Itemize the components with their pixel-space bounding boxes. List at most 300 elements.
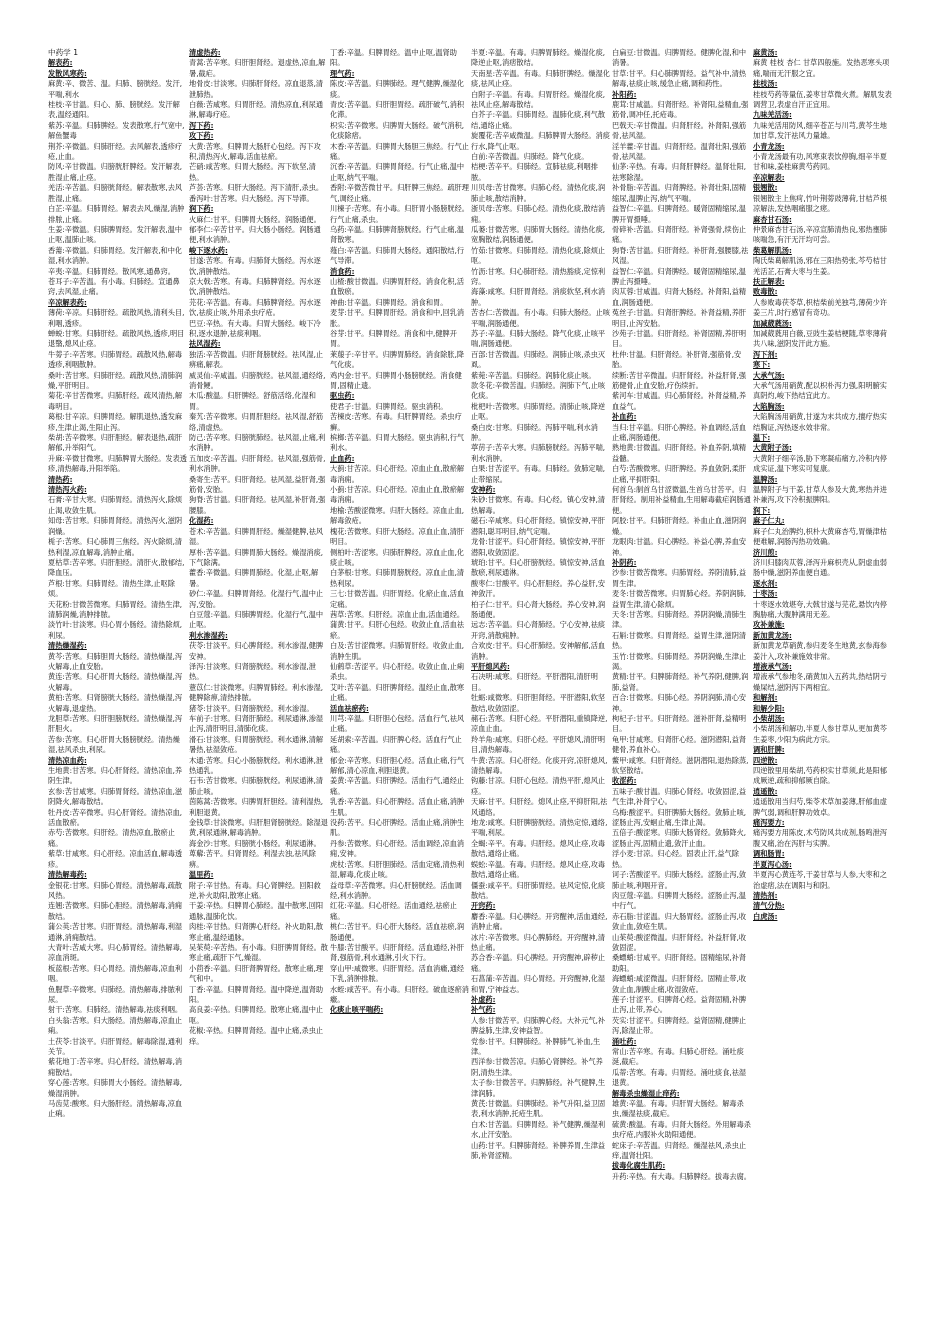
text-line: 天冬:甘苦寒。归肺肾经。养阴润燥,清肺生津。: [612, 609, 747, 630]
text-line: 莲子:甘涩平。归脾肾心经。益肾固精,补脾止泻,止带,养心。: [612, 994, 747, 1015]
text-line: 香附:辛微苦微甘平。归肝脾三焦经。疏肝理气,调经止痛。: [330, 183, 469, 203]
text-line: 逐水剂:: [753, 578, 778, 588]
text-line: 木香:辛苦温。归脾胃大肠胆三焦经。行气止痛。: [330, 141, 469, 162]
text-line: 芦荟:苦寒。归肝大肠经。泻下清肝,杀虫。: [189, 183, 324, 193]
text-line: 续断:苦甘辛微温。归肝肾经。补益肝肾,强筋健骨,止血安胎,疗伤续折。: [612, 370, 747, 390]
text-line: 香薷:辛微温。归肺胃经。发汗解表,和中化湿,利水消肿。: [48, 245, 183, 266]
text-line: 小青龙汤最有功,风寒束表饮停胸,细辛半夏甘和味,姜桂麻黄芍药同。: [753, 152, 887, 172]
text-line: 瓜蒌:甘微苦寒。归肺胃大肠经。清热化痰,宽胸散结,润肠通便。: [471, 224, 606, 245]
text-line: 沙参:甘微苦微寒。归肺胃经。养阴清肺,益胃生津。: [612, 568, 747, 588]
text-line: 合欢皮:甘平。归心肝肺经。安神解郁,活血消肿。: [471, 641, 606, 661]
text-line: 化痰止咳平喘药:: [330, 1005, 384, 1015]
text-line: 苏子:辛温。归肺大肠经。降气化痰,止咳平喘,润肠通便。: [471, 328, 606, 349]
text-line: 加减葳蕤用白薇,豆豉生姜桔梗随,草枣薄荷共八味,滋阴发汗此方施。: [753, 328, 887, 349]
text-line: 石膏:辛甘大寒。归肺胃经。清热泻火,除烦止渴,收敛生肌。: [48, 495, 183, 515]
text-line: 姜黄:辛苦温。归肝脾经。活血行气,通经止痛。: [330, 776, 465, 796]
text-line: 红花:辛温。归心肝经。活血通经,祛瘀止痛。: [330, 901, 457, 921]
text-line: 五味子:酸甘温。归肺心肾经。收敛固涩,益气生津,补肾宁心。: [612, 786, 747, 807]
text-line: 浙贝母:苦寒。归肺心经。清热化痰,散结消痈。: [471, 204, 606, 224]
text-line: 苦杏仁:苦微温。有小毒。归肺大肠经。止咳平喘,润肠通便。: [471, 308, 610, 328]
text-line: 桑叶:苦甘寒。归肺肝经。疏散风热,清肺润燥,平肝明目。: [48, 370, 183, 390]
text-line: 芡实:甘涩平。归脾肾经。益肾固精,健脾止泻,除湿止带。: [612, 1015, 747, 1036]
text-line: 石斛:甘微寒。归胃肾经。益胃生津,滋阴清热。: [612, 630, 747, 651]
text-line: 夏枯草:苦辛寒。归肝胆经。清肝火,散郁结,降血压。: [48, 557, 185, 578]
text-line: 杜仲:甘温。归肝肾经。补肝肾,强筋骨,安胎。: [612, 349, 742, 370]
text-line: 三七:甘微苦温。归肝胃经。化瘀止血,活血定痛。: [330, 589, 465, 609]
text-line: 桔梗:苦辛平。归肺经。宣肺祛痰,利咽排脓。: [471, 162, 598, 182]
text-line: 生姜:辛微温。归肺脾胃经。发汗解表,温中止呕,温肺止咳。: [48, 224, 183, 245]
text-line: 酸枣仁:甘酸平。归心肝胆经。养心益肝,安神敛汗。: [471, 578, 606, 599]
text-line: 常山:苦辛寒。有毒。归肺心肝经。涌吐痰涎,截疟。: [612, 1047, 744, 1067]
text-line: 茜草:苦寒。归肝经。凉血止血,活血通经。: [330, 609, 465, 619]
text-line: 清虚热药:: [189, 48, 221, 57]
text-line: 新加黄龙汤:: [753, 630, 792, 640]
text-line: 温里药:: [189, 870, 214, 880]
text-line: 荆芥:辛微温。归肺肝经。去风解表,透疹疗疮,止血。: [48, 141, 183, 162]
text-line: 济川煎:: [753, 547, 778, 557]
text-line: 痛泻要方:: [753, 818, 785, 828]
text-line: 清热泻火药:: [48, 485, 87, 495]
text-line: 蝉蜕:甘寒。归肺肝经。疏散风热,透疹,明目退翳,熄风止痉。: [48, 328, 185, 349]
text-line: 青蒿:苦辛寒。归肝胆肾经。退虚热,凉血,解暑,截疟。: [189, 58, 326, 78]
text-line: 防风:辛甘微温。归膀胱肝脾经。发汗解表,胜湿止痛,止痉。: [48, 162, 183, 182]
text-line: 益智仁:辛温。归肾脾经。暖肾固精缩尿,温脾止泻摄唾。: [612, 266, 747, 286]
text-line: 开窍药:: [471, 901, 496, 911]
text-line: 海藻:咸寒。归肝胃肾经。消痰软坚,利水消肿。: [471, 287, 606, 307]
text-line: 龙骨:甘涩平。归心肝肾经。镇惊安神,平肝潜阳,收敛固涩。: [471, 537, 606, 557]
text-line: 紫苏:辛温。归肺脾经。发表散寒,行气宽中,解鱼蟹毒: [48, 120, 185, 141]
text-line: 牡蛎:咸微寒。归肝胆肾经。平肝潜阳,软坚散结,收敛固涩。: [471, 693, 606, 713]
text-line: 牛膝:苦甘酸平。归肝肾经。活血通经,补肝肾,强筋骨,利水通淋,引火下行。: [330, 942, 465, 963]
text-line: 肉豆蔻:辛温。归脾胃大肠经。涩肠止泻,温中行气。: [612, 890, 747, 911]
text-line: 硫黄:酸温。有毒。归肾大肠经。外用解毒杀虫疗疮,内服补火助阳通便。: [612, 1119, 751, 1140]
text-line: 瓜蒂:苦寒。有毒。归胃经。涌吐痰食,祛湿退黄。: [612, 1067, 747, 1088]
text-line: 阿胶:甘平。归肺肝肾经。补血止血,滋阴润燥。: [612, 516, 747, 536]
text-line: 旋覆花:苦辛咸微温。归肺脾胃大肠经。消痰行水,降气止呕。: [471, 131, 610, 151]
text-line: 苍术:辛苦温。归脾胃肝经。燥湿健脾,祛风湿。: [189, 526, 324, 547]
text-line: 白扁豆:甘微温。归脾胃经。健脾化湿,和中消暑。: [612, 48, 747, 68]
text-line: 秦艽:苦辛微寒。归胃肝胆经。祛风湿,舒筋络,清虚热。: [189, 412, 324, 432]
text-line: 谷芽:甘平。归脾胃经。消食和中,健脾开胃。: [330, 328, 457, 349]
text-line: 石韦:苦甘微寒。归肺膀胱经。利尿通淋,清肺止咳。: [189, 776, 324, 796]
text-line: 穿心莲:苦寒。归肺胃大小肠经。清热解毒,燥湿消肿。: [48, 1078, 183, 1098]
text-line: 车前子:甘寒。归肾肝肺经。利尿通淋,渗湿止泻,清肝明目,清肺化痰。: [189, 714, 324, 734]
text-line: 独活:辛苦微温。归肝肾膀胱经。祛风湿,止痹痛,解表。: [189, 349, 324, 370]
text-line: 麻黄汤:: [753, 48, 778, 57]
text-line: 柴葛解肌汤:: [753, 245, 792, 255]
text-line: 清热凉血药:: [48, 755, 87, 765]
text-line: 九味羌活汤:: [753, 110, 792, 120]
text-line: 安神药:: [471, 485, 496, 495]
text-line: 百合:甘微寒。归肺心经。养阴润肺,清心安神。: [612, 693, 747, 713]
text-line: 熟地黄:甘微温。归肝肾经。补血养阴,填精益髓。: [612, 443, 747, 463]
text-line: 苦楝皮:苦寒。有毒。归肝脾胃经。杀虫疗癣。: [330, 412, 462, 432]
text-line: 消食药:: [330, 266, 355, 276]
text-line: 攻下药:: [189, 131, 214, 141]
text-column-6: [753, 48, 894, 1333]
text-line: 调和肝脾:: [753, 745, 785, 755]
text-line: 白茅根:甘寒。归肺胃膀胱经。凉血止血,清热利尿。: [330, 568, 465, 588]
text-line: 巴戟天:辛甘微温。归肾肝经。补肾阳,强筋骨,祛风湿。: [612, 120, 747, 141]
text-line: 蜈蚣:辛温。有毒。归肝经。熄风止痉,攻毒散结,通络止痛。: [471, 859, 606, 880]
text-line: 金银花:甘寒。归肺心胃经。清热解毒,疏散风热。: [48, 880, 183, 900]
text-line: 麝香:辛温。归心脾经。开窍醒神,活血通经,消肿止痛。: [471, 911, 608, 932]
text-line: 虎杖:苦寒。归肝胆肺经。活血定痛,清热利湿,解毒,化痰止咳。: [330, 859, 465, 880]
text-column-1: [48, 48, 189, 1333]
text-line: 苏合香:辛温。归心脾经。开窍醒神,辟秽止痛。: [471, 953, 606, 973]
text-line: 使君子:甘温。归脾胃经。驱虫消积。: [330, 401, 448, 411]
text-line: 白芷:辛温。归肺胃经。解表去风,燥湿,消肿排脓,止痛。: [48, 204, 185, 224]
text-line: 补阴药:: [612, 557, 637, 567]
text-line: 温脾汤:: [753, 474, 778, 484]
text-line: 紫菀:辛苦温。归肺经。润肺化痰止咳。: [471, 370, 596, 380]
text-line: 辛夷:辛温。归肺胃经。散风寒,通鼻窍。: [48, 266, 175, 276]
text-line: 郁金:辛苦寒。归肝胆心经。活血止痛,行气解郁,清心凉血,利胆退黄。: [330, 755, 465, 776]
text-line: 厚朴:苦辛温。归脾胃肺大肠经。燥湿消痰,下气除满。: [189, 547, 324, 567]
text-line: 辛凉解表药:: [48, 297, 87, 307]
text-line: 逍遥散:: [753, 786, 778, 796]
text-line: 升麻:辛微甘微寒。归肺脾胃大肠经。发表透疹,清热解毒,升阳举陷。: [48, 453, 187, 474]
text-line: 大承气汤用硝黄,配以枳朴泻力强,阳明腑实真阴灼,峻下热结宜此方。: [753, 381, 887, 401]
text-line: 补血药:: [612, 412, 637, 422]
text-line: 和解剂:: [753, 693, 778, 703]
text-line: 牡丹皮:苦辛微寒。归心肝肾经。清热凉血,活血散瘀。: [48, 807, 183, 828]
text-line: 化湿药:: [189, 516, 214, 526]
text-line: 海金沙:甘寒。归膀胱小肠经。利尿通淋。: [189, 838, 321, 848]
text-line: 当归:甘辛温。归肝心脾经。补血调经,活血止痛,润肠通便。: [612, 422, 747, 443]
text-line: 理气药:: [330, 68, 355, 78]
text-line: 青皮:苦辛温。归肝胆胃经。疏肝破气,消积化滞。: [330, 100, 465, 120]
text-line: 芫花:辛苦温。有毒。归肺脾肾经。泻水逐饮,祛痰止咳,外用杀虫疗疮。: [189, 297, 321, 318]
text-line: 干姜:辛热。归脾胃心肺经。温中散寒,回阳通脉,温肺化饮。: [189, 901, 324, 921]
text-line: 连翘:苦微寒。归肺心胆经。清热解毒,消痈散结。: [48, 901, 183, 921]
text-line: 芒硝:咸苦寒。归胃大肠经。泻下软坚,清热。: [189, 162, 316, 182]
text-line: 半夏泻心汤:: [753, 859, 792, 869]
text-line: 金钱草:甘淡微寒。归肝胆肾膀胱经。除湿退黄,利尿通淋,解毒消肿。: [189, 818, 328, 838]
text-line: 山茱萸:酸涩微温。归肝肾经。补益肝肾,收敛固涩。: [612, 932, 747, 952]
text-line: 大黄附子细辛汤,胁下寒凝疝痛方,冷积内停成实证,温下寒实可复康。: [753, 453, 887, 474]
text-line: 葛根:甘辛凉。归脾胃经。解肌退热,透发麻疹,生津止渴,生阳止泻。: [48, 412, 183, 432]
text-line: 增液承气汤:: [753, 661, 792, 671]
text-line: 赤石脂:甘涩温。归大肠胃经。涩肠止泻,收敛止血,敛疮生肌。: [612, 911, 747, 932]
text-line: 补阳药:: [612, 89, 637, 99]
text-line: 白薇:苦咸寒。归胃肝经。清热凉血,利尿通淋,解毒疗疮。: [189, 100, 324, 120]
text-line: 济川归膝肉苁蓉,泽泻升麻枳壳从,阴虚血弱肠中燥,滋阴养血便自通。: [753, 557, 887, 578]
text-line: 淫羊藿:辛甘温。归肾肝经。温肾壮阳,强筋骨,祛风湿。: [612, 141, 747, 162]
text-line: 辛凉解表:: [753, 172, 785, 182]
text-line: 补虚药:: [471, 994, 496, 1004]
text-line: 番泻叶:甘苦寒。归大肠经。泻下导滞。: [189, 193, 314, 203]
text-line: 何首乌:制首乌甘涩微温,生首乌甘苦平。归肝肾经。制用补益精血,生用解毒截疟润肠通便。: [612, 485, 751, 515]
text-line: 麦冬:甘微苦微寒。归胃肺心经。养阴润肺,益胃生津,清心除烦。: [612, 589, 747, 609]
text-line: 雄黄:辛温。有毒。归肝胃大肠经。解毒杀虫,燥湿祛痰,截疟。: [612, 1099, 744, 1119]
text-line: 猪苓:甘淡平。归肾膀胱经。利水渗湿。: [189, 703, 314, 713]
text-line: 利水渗湿药:: [189, 630, 228, 640]
text-line: 僵蚕:咸辛平。归肝肺胃经。祛风定惊,化痰散结。: [471, 880, 606, 900]
text-line: 枸杞子:甘平。归肝肾经。滋补肝肾,益精明目。: [612, 714, 747, 734]
text-line: 高良姜:辛热。归脾胃经。散寒止痛,温中止呕。: [189, 1005, 324, 1025]
text-line: 枇杷叶:苦微寒。归肺胃经。清肺止咳,降逆止呕。: [471, 401, 606, 422]
text-line: 大陷胸汤:: [753, 401, 785, 411]
text-line: 羚羊角:咸寒。归肝心经。平肝熄风,清肝明目,清热解毒。: [471, 734, 606, 755]
text-line: 驱虫药:: [330, 391, 355, 401]
text-line: 白芥子:辛温。归肺胃经。温肺化痰,利气散结,通络止痛。: [471, 110, 606, 130]
text-line: 龟甲:甘咸寒。归肾肝心经。滋阴潜阳,益肾健骨,养血补心。: [612, 734, 747, 755]
text-line: 仙鹤草:苦涩平。归心肝经。收敛止血,止痢杀虫。: [330, 661, 465, 682]
text-line: 紫花地丁:苦辛寒。归心肝经。清热解毒,消痈散结。: [48, 1057, 183, 1077]
text-line: 清热剂:: [753, 890, 778, 900]
text-line: 四逆散:: [753, 755, 778, 765]
text-line: 牛蒡子:辛苦寒。归肺胃经。疏散风热,解毒透疹,利咽散肿。: [48, 349, 183, 370]
text-line: 浮小麦:甘凉。归心经。固表止汗,益气除热。: [612, 849, 739, 869]
text-line: 党参:甘平。归脾肺经。补脾肺气,补血,生津。: [471, 1036, 601, 1056]
text-line: 鳖甲:咸寒。归肝肾经。滋阴潜阳,退热除蒸,软坚散结。: [612, 755, 749, 776]
text-line: 板蓝根:苦寒。归心胃经。清热解毒,凉血利咽。: [48, 963, 183, 984]
text-line: 槐花:苦微寒。归肝大肠经。凉血止血,清肝明目。: [330, 526, 465, 547]
text-line: 萆薢:苦平。归肾胃经。利湿去浊,祛风除痹。: [189, 849, 316, 869]
text-line: 桂枝汤:: [753, 79, 778, 89]
text-line: 甘遂:苦寒。有毒。归肺肾大肠经。泻水逐饮,消肿散结。: [189, 256, 321, 276]
text-line: 温下:: [753, 433, 771, 443]
text-line: 花椒:辛热。归脾胃肾经。温中止痛,杀虫止痒。: [189, 1026, 324, 1046]
text-line: 小柴胡汤:: [753, 714, 785, 723]
text-line: 桂枝芍药等量伍,姜枣甘草微火煮。解肌发表调营卫,表虚自汗正宜用。: [753, 89, 892, 110]
text-line: 郁李仁:辛苦甘平。归大肠小肠经。润肠通便,利水消肿。: [189, 224, 321, 245]
text-line: 仲景麻杏甘石汤,辛凉宣肺清热良,邪热壅肺咳喘急,有汗无汗均可尝。: [753, 224, 887, 245]
text-line: 延胡索:辛苦温。归肝脾心经。活血行气止痛。: [330, 734, 462, 755]
text-line: 五倍子:酸涩寒。归肺大肠肾经。敛肺降火,涩肠止泻,固精止遗,敛汗止血。: [612, 828, 747, 848]
text-line: 麦芽:甘平。归脾胃肝经。消食和中,回乳消胀。: [330, 308, 465, 328]
text-line: 大蓟:甘苦凉。归心肝经。凉血止血,散瘀解毒消痈。: [330, 464, 465, 484]
text-line: 白附子:辛温。有毒。归胃肝经。燥湿化痰,祛风止痉,解毒散结。: [471, 89, 606, 110]
text-line: 中药学 1: [48, 48, 79, 57]
text-line: 川芎:辛温。归肝胆心包经。活血行气,祛风止痛。: [330, 714, 465, 734]
text-line: 陶氏柴葛解肌汤,邪在三阳热势张,芩芍桔甘羌活芷,石膏大枣与生姜。: [753, 256, 887, 276]
text-line: 陈皮:辛苦温。归脾肺经。理气健脾,燥湿化痰。: [330, 79, 465, 99]
text-line: 拔毒化腐生肌药:: [612, 1161, 666, 1171]
text-column-3: [330, 48, 471, 1333]
text-line: 补气药:: [471, 1005, 496, 1015]
text-line: 穿山甲:咸微寒。归肝胃经。活血消癥,通经下乳,消肿排脓。: [330, 963, 465, 984]
text-line: 莱菔子:辛甘平。归脾胃肺经。消食除胀,降气化痰。: [330, 349, 465, 370]
text-line: 栀子:苦寒。归心肺胃三焦经。泻火除烦,清热利湿,凉血解毒,消肿止痛。: [48, 537, 183, 557]
text-line: 知母:苦甘寒。归肺胃肾经。清热泻火,滋阴润燥。: [48, 516, 183, 536]
text-line: 天花粉:甘微苦微寒。归肺胃经。清热生津,清肺润燥,消肿排脓。: [48, 599, 183, 619]
text-column-5: [612, 48, 753, 1333]
text-line: 玄参:苦甘咸寒。归肺胃肾经。清热凉血,滋阴降火,解毒散结。: [48, 786, 183, 807]
text-line: 白头翁:苦寒。归大肠经。清热解毒,凉血止痢。: [48, 1015, 183, 1036]
text-line: 山楂:酸甘微温。归脾胃肝经。消食化积,活血散瘀。: [330, 276, 465, 297]
text-line: 神曲:甘辛温。归脾胃经。消食和胃。: [330, 297, 448, 307]
text-line: 九味羌活用防风,细辛苍芷与川芎,黄芩生地加甘草,发汗祛风力量雄。: [753, 120, 887, 141]
text-line: 生地黄:甘苦寒。归心肝肾经。清热凉血,养阴生津。: [48, 766, 183, 786]
text-line: 解毒杀虫燥湿止痒药:: [612, 1088, 680, 1098]
text-line: 鱼腥草:辛微寒。归肺经。清热解毒,排脓利尿。: [48, 984, 183, 1004]
text-line: 藿香:辛微温。归脾胃肺经。化湿,止呕,解暑。: [189, 568, 319, 588]
text-line: 紫草:甘咸寒。归心肝经。凉血活血,解毒透疹。: [48, 849, 183, 869]
text-line: 麻子仁丸:: [753, 516, 785, 526]
text-line: 白前:辛苦微温。归肺经。降气化痰。: [471, 152, 589, 162]
text-line: 逍遥散用当归芍,柴苓术草加姜薄,肝郁血虚脾气弱,调和肝脾功效卓。: [753, 797, 887, 817]
text-line: 痛泻要方用陈皮,术芍防风共成剂,肠鸣泄泻腹又痛,治在泻肝与实脾。: [753, 828, 887, 848]
text-line: 新加黄龙草硝黄,参归麦冬生地黄,玄参海参姜汁入,攻补兼施效非常。: [753, 641, 887, 661]
text-line: 大承气汤:: [753, 370, 785, 380]
text-line: 狗脊:苦甘温。归肝肾经。祛风湿,补肝肾,强腰膝。: [189, 495, 326, 515]
text-line: 涌吐药:: [612, 1036, 637, 1046]
text-line: 石决明:咸寒。归肝经。平肝潜阳,清肝明目。: [471, 672, 598, 692]
text-line: 桑寄生:苦平。归肝肾经。祛风湿,益肝肾,强筋骨,安胎。: [189, 474, 326, 495]
text-line: 巴豆:辛热。有大毒。归胃大肠经。峻下冷积,逐水退肿,祛痰利咽。: [189, 318, 321, 338]
text-line: 诃子:苦酸涩平。归肺大肠经。涩肠止泻,敛肺止咳,利咽开音。: [612, 870, 747, 890]
text-line: 攻补兼施:: [753, 620, 785, 630]
text-line: 茵陈蒿:苦微寒。归脾胃肝胆经。清利湿热,利胆退黄。: [189, 797, 324, 817]
text-line: 扶正解表:: [753, 276, 785, 286]
text-line: 泽泻:甘淡寒。归肾膀胱经。利水渗湿,泄热。: [189, 661, 316, 682]
text-line: 清热解毒药:: [48, 870, 87, 880]
text-line: 大黄附子汤:: [753, 443, 792, 453]
text-line: 麻黄:辛、微苦、温。归肺、膀胱经。发汗,平喘,利水: [48, 79, 183, 99]
text-line: 远志:苦辛温。归心肾肺经。宁心安神,祛痰开窍,消散痈肿。: [471, 620, 606, 640]
text-line: 丁香:辛温。归脾胃肾经。温中降逆,温肾助阳。: [189, 984, 324, 1004]
text-line: 祛风湿药:: [189, 339, 221, 349]
text-line: 止血药:: [330, 453, 355, 463]
text-line: 山药:甘平。归脾肺肾经。补脾养胃,生津益肺,补肾涩精。: [471, 1140, 606, 1161]
text-line: 活血祛瘀药:: [330, 703, 369, 713]
text-line: 清气分热:: [753, 901, 785, 911]
text-line: 羌活:辛苦温。归膀胱肾经。解表散寒,去风胜湿,止痛。: [48, 183, 183, 203]
text-line: 菟丝子:甘温。归肾肝脾经。补肾益精,养肝明目,止泻安胎。: [612, 308, 747, 328]
text-line: 调和肠胃:: [753, 849, 785, 859]
text-line: 润下:: [753, 505, 771, 515]
text-line: 水蛭:咸苦平。有小毒。归肝经。破血逐瘀消癥。: [330, 984, 469, 1004]
text-line: 木通:苦寒。归心小肠膀胱经。利水通淋,泄热通乳。: [189, 755, 324, 776]
text-line: 沉香:辛苦温。归脾胃肾经。行气止痛,温中止呕,纳气平喘。: [330, 162, 465, 182]
text-line: 薏苡仁:甘淡微寒。归脾胃肺经。利水渗湿,健脾除痹,清热排脓。: [189, 682, 324, 703]
text-line: 润下药:: [189, 204, 214, 214]
text-line: 附子:辛甘热。有毒。归心肾脾经。回阳救逆,补火助阳,散寒止痛。: [189, 880, 321, 900]
text-line: 天南星:苦辛温。有毒。归肺肝脾经。燥湿化痰,祛风止痉。: [471, 68, 610, 89]
text-line: 银翘散主上焦疴,竹叶荆蒡豉薄荷,甘桔芦根凉解法,发热咽痛服之瘥。: [753, 193, 887, 214]
text-line: 西洋参:甘微苦凉。归肺心肾脾经。补气养阴,清热生津。: [471, 1057, 603, 1077]
text-line: 蒲公英:苦甘寒。归肝胃经。清热解毒,利湿通淋,消痈散结。: [48, 922, 183, 942]
text-line: 琥珀:甘平。归心肝膀胱经。镇惊安神,活血散瘀,利尿通淋。: [471, 557, 606, 578]
text-line: 柏子仁:甘平。归心肾大肠经。养心安神,润肠通便。: [471, 599, 606, 619]
text-line: 石菖蒲:辛苦温。归心胃经。开窍醒神,化湿和胃,宁神益志。: [471, 974, 606, 994]
text-line: 天麻:甘平。归肝经。熄风止痉,平抑肝阳,祛风通络。: [471, 797, 608, 817]
text-line: 白及:苦甘涩微寒。归肺胃肝经。收敛止血,消肿生肌。: [330, 641, 465, 661]
text-line: 平肝熄风药:: [471, 661, 510, 671]
text-line: 温脾附子与干姜,甘草人参及大黄,寒热并进补兼泻,攻下冷积振脾阳。: [753, 485, 887, 505]
text-line: 牛黄:苦凉。归心肝经。化痰开窍,凉肝熄风,清热解毒。: [471, 755, 608, 776]
text-line: 乳香:辛苦温。归心肝脾经。活血止痛,消肿生肌。: [330, 797, 465, 817]
text-line: 火麻仁:甘平。归脾胃大肠经。润肠通便。: [189, 214, 321, 224]
text-line: 小柴胡汤和解功,半夏人参甘草从,更加黄芩生姜枣,少阳为病此方宗。: [753, 724, 887, 744]
text-line: 滑石:甘淡寒。归胃膀胱经。利水通淋,清解暑热,祛湿敛疮。: [189, 734, 324, 755]
text-line: 朱砂:甘微寒。有毒。归心经。镇心安神,清热解毒。: [471, 495, 606, 515]
text-line: 竹沥:甘寒。归心肺肝经。清热豁痰,定惊利窍。: [471, 266, 606, 286]
text-line: 十枣汤:: [753, 589, 778, 599]
text-line: 增液承气参地冬,硝黄加入五药共,热结阴亏燥屎结,滋阴泻下两相宜。: [753, 672, 887, 692]
text-line: 百部:甘苦微温。归肺经。润肺止咳,杀虫灭虱。: [471, 349, 606, 370]
text-line: 薄荷:辛凉。归肺肝经。疏散风热,清利头目,利咽,透疹。: [48, 308, 185, 328]
text-line: 麻黄 桂枝 杏仁 甘草四般施。发热恶寒头项痛,喘而无汗服之宜。: [753, 58, 890, 78]
text-line: 肉苁蓉:甘咸温。归肾大肠经。补肾阳,益精血,润肠通便。: [612, 287, 747, 307]
text-line: 吴茱萸:辛苦热。有小毒。归肝脾胃肾经。散寒止痛,疏肝下气,燥湿。: [189, 942, 328, 963]
text-line: 地榆:苦酸涩微寒。归肝大肠经。凉血止血,解毒敛疮。: [330, 505, 465, 526]
text-line: 马齿苋:酸寒。归大肠肝经。清热解毒,凉血止痢。: [48, 1099, 183, 1119]
text-line: 大陷胸汤用硝黄,甘遂为末共成方,擅疗热实结胸证,泻热逐水效非常。: [753, 412, 887, 432]
text-line: 黄柏:苦寒。归肾膀胱大肠经。清热燥湿,泻火解毒,退虚热。: [48, 693, 183, 713]
text-line: 麻子仁丸治脾约,枳朴大黄麻杏芍,胃燥津枯便难解,润肠泻热功效确。: [753, 526, 887, 547]
text-line: 峻下逐水药:: [189, 245, 228, 255]
text-line: 冰片:辛苦微寒。归心脾肺经。开窍醒神,清热止痛。: [471, 932, 606, 952]
text-line: 柴胡:苦辛微寒。归肝胆经。解表退热,疏肝解郁,升举阳气。: [48, 433, 183, 453]
text-line: 乌梅:酸涩平。归肝脾肺大肠经。敛肺止咳,涩肠止泻,安蛔止痛,生津止渴。: [612, 807, 747, 828]
text-line: 玉竹:甘微寒。归肺胃经。养阴润燥,生津止渴。: [612, 651, 747, 671]
text-line: 砂仁:辛温。归脾胃肾经。化湿行气,温中止泻,安胎。: [189, 589, 324, 609]
text-line: 麻杏甘石汤:: [753, 214, 792, 224]
text-line: 侧柏叶:苦涩寒。归肺肝脾经。凉血止血,化痰止咳。: [330, 547, 465, 567]
text-line: 补骨脂:辛苦温。归肾脾经。补肾壮阳,固精缩尿,温脾止泻,纳气平喘。: [612, 183, 747, 203]
text-line: 四逆散里用柴胡,芍药枳实甘草须,此是阳郁成厥逆,疏和抑郁厥自除。: [753, 766, 887, 786]
text-line: 五加皮:辛苦温。归肝肾经。祛风湿,强筋骨,利水消肿。: [189, 453, 326, 474]
text-line: 黄芪:甘微温。归脾肺经。补气升阳,益卫固表,利水消肿,托疮生肌。: [471, 1099, 606, 1119]
text-line: 鸡内金:甘平。归脾胃小肠膀胱经。消食健胃,固精止遗。: [330, 370, 462, 390]
text-line: 赭石:苦寒。归肝心经。平肝潜阳,重镇降逆,凉血止血。: [471, 714, 608, 734]
text-line: 银翘散:: [753, 183, 778, 193]
text-line: 白果:甘苦涩平。有毒。归肺经。敛肺定喘,止带缩尿。: [471, 464, 606, 484]
text-line: 白芍:苦酸微寒。归肝脾经。养血敛阴,柔肝止痛,平抑肝阳。: [612, 464, 747, 484]
text-line: 十枣逐水效堪夸,大戟甘遂与芫花,悬饮内停胸胁痛,大腹肿满用无差。: [753, 599, 887, 619]
text-line: 半夏泻心黄连芩,干姜甘草与人参,大枣和之治虚痞,法在调阳与和阴。: [753, 870, 887, 890]
text-line: 益智仁:辛温。归脾肾经。暖肾固精缩尿,温脾开胃摄唾。: [612, 204, 747, 224]
text-line: 川楝子:苦寒。有小毒。归肝胃小肠膀胱经。行气止痛,杀虫。: [330, 204, 469, 224]
text-line: 地骨皮:甘淡寒。归肺肝肾经。凉血退蒸,清泄肺热。: [189, 79, 324, 99]
text-line: 解表药:: [48, 58, 73, 68]
text-line: 丁香:辛温。归脾胃经。温中止呕,温肾助阳。: [330, 48, 457, 68]
text-line: 黄芩:苦寒。归肺胆胃大肠经。清热燥湿,泻火解毒,止血安胎。: [48, 651, 183, 671]
text-line: 败毒散:: [753, 287, 778, 297]
text-line: 半夏:辛温。有毒。归脾胃肺经。燥湿化痰,降逆止呕,消痞散结。: [471, 48, 606, 68]
text-line: 磁石:辛咸寒。归心肝肾经。镇惊安神,平肝潜阳,聪耳明目,纳气定喘。: [471, 516, 606, 536]
text-line: 钩藤:甘凉。归肝心包经。清热平肝,熄风止痉。: [471, 776, 606, 796]
text-line: 和解少阳:: [753, 703, 785, 713]
text-line: 甘草:甘平。归心肺脾胃经。益气补中,清热解毒,祛痰止咳,缓急止痛,调和药性。: [612, 68, 747, 89]
text-line: 加减葳蕤汤:: [753, 318, 792, 328]
text-line: 肉桂:辛甘热。归肾脾心肝经。补火助阳,散寒止痛,温经通脉。: [189, 922, 324, 942]
text-line: 升药:辛热。有大毒。归肺脾经。拔毒去腐。: [612, 1171, 751, 1181]
text-line: 赤芍:苦微寒。归肝经。清热凉血,散瘀止痛。: [48, 828, 175, 848]
text-line: 苍耳子:辛苦温。有小毒。归肺经。宣通鼻窍,去风湿,止痛。: [48, 276, 180, 297]
text-line: 射干:苦寒。归肺经。清热解毒,祛痰利咽。: [48, 1005, 183, 1015]
text-line: 发散风寒药:: [48, 68, 87, 78]
text-line: 泻下剂:: [753, 349, 778, 359]
text-line: 人参:甘微苦平。归肺脾心经。大补元气,补脾益肺,生津,安神益智。: [471, 1015, 606, 1036]
text-line: 土茯苓:甘淡平。归肝胃经。解毒除湿,通利关节。: [48, 1036, 183, 1056]
text-line: 川贝母:苦甘微寒。归肺心经。清热化痰,润肺止咳,散结消肿。: [471, 183, 606, 203]
text-line: 龙胆草:苦寒。归肝胆膀胱经。清热燥湿,泻肝胆火。: [48, 714, 183, 734]
text-line: 益母草:辛苦微寒。归心肝膀胱经。活血调经,利水消肿。: [330, 880, 462, 900]
text-line: 黄精:甘平。归脾肺肾经。补气养阴,健脾,润肺,益肾。: [612, 672, 749, 692]
text-line: 小蓟:甘苦凉。归心肝经。凉血止血,散瘀解毒消痈。: [330, 485, 465, 505]
text-line: 狗脊:苦甘温。归肝肾经。补肝肾,强腰膝,祛风湿。: [612, 245, 749, 266]
text-line: 芦根:甘寒。归肺胃经。清热生津,止呕除烦。: [48, 578, 175, 599]
text-line: 桑白皮:甘寒。归肺经。泻肺平喘,利水消肿。: [471, 422, 598, 443]
text-line: 人参败毒茯苓草,枳桔柴前羌独芎,薄荷少许姜三片,时行感冒有奇功。: [753, 297, 887, 318]
text-line: 丹参:苦微寒。归心肝经。活血调经,凉血消痈,安神。: [330, 838, 465, 859]
text-line: 清热药:: [48, 474, 73, 484]
text-line: 淡竹叶:甘淡寒。归心胃小肠经。清热除烦,利尿。: [48, 620, 183, 640]
